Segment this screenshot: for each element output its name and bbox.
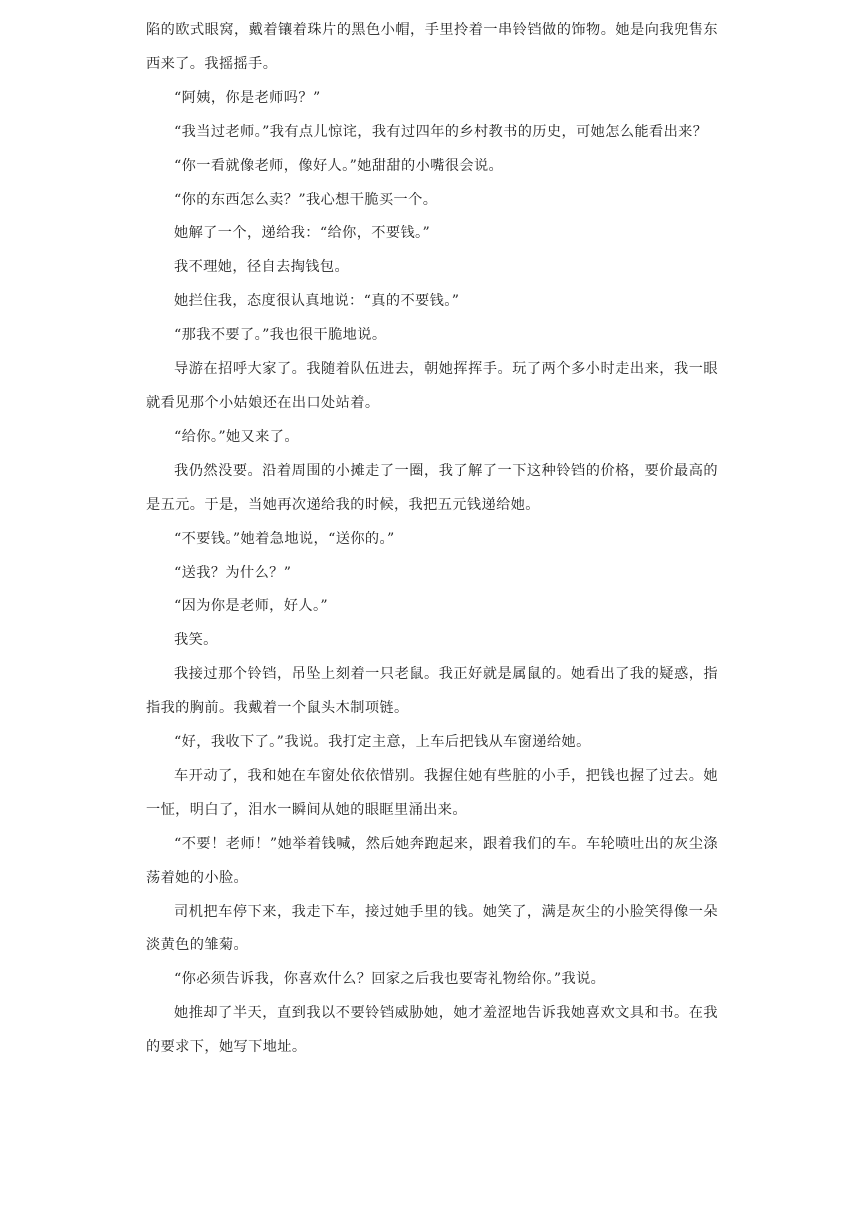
paragraph-16: 我笑。 [174, 632, 218, 649]
paragraph-19: 车开动了，我和她在车窗处依依惜别。我握住她有些脏的小手，把钱也握了过去。她一怔，明白了，泪水一瞬间从她的眼眶里涌出来。 [146, 767, 718, 818]
paragraph-20: “不要！老师！”她举着钱喊，然后她奔跑起来，跟着我们的车。车轮喷吐出的灰尘涤荡着她的小脸。 [146, 835, 718, 886]
paragraph-1: 陷的欧式眼窝，戴着镶着珠片的黑色小帽，手里拎着一串铃铛做的饰物。她是向我兜售东西来了。我摇摇手。 [146, 22, 718, 72]
paragraph-13: “不要钱。”她着急地说，“送你的。” [174, 530, 395, 547]
paragraph-14: “送我？为什么？” [174, 564, 292, 581]
paragraph-17: 我接过那个铃铛，吊坠上刻着一只老鼠。我正好就是属鼠的。她看出了我的疑惑，指指我的胸前。我戴着一个鼠头木制项链。 [146, 666, 718, 717]
paragraph-4: “你一看就像老师，像好人。”她甜甜的小嘴很会说。 [174, 157, 504, 174]
paragraph-7: 我不理她，径自去掏钱包。 [174, 259, 350, 276]
paragraph-8: 她拦住我，态度很认真地说：“真的不要钱。” [174, 293, 460, 310]
paragraph-11: “给你。”她又来了。 [174, 428, 299, 445]
document-page [146, 0, 718, 1065]
paragraph-3: “我当过老师。”我有点儿惊诧，我有过四年的乡村教书的历史，可她怎么能看出来？ [174, 123, 708, 140]
paragraph-5: “你的东西怎么卖？”我心想干脆买一个。 [174, 191, 438, 208]
paragraph-6: 她解了一个，递给我：“给你，不要钱。” [174, 225, 431, 242]
paragraph-23: 她推却了半天，直到我以不要铃铛威胁她，她才羞涩地告诉我她喜欢文具和书。在我的要求下，她写下地址。 [146, 1005, 718, 1056]
paragraph-10: 导游在招呼大家了。我随着队伍进去，朝她挥挥手。玩了两个多小时走出来，我一眼就看见那个小姑娘还在出口处站着。 [146, 361, 718, 411]
paragraph-12: 我仍然没要。沿着周围的小摊走了一圈，我了解了一下这种铃铛的价格，要价最高的是五元。于是，当她再次递给我的时候，我把五元钱递给她。 [146, 462, 718, 513]
paragraph-15: “因为你是老师，好人。” [174, 598, 329, 615]
paragraph-9: “那我不要了。”我也很干脆地说。 [174, 327, 387, 344]
paragraph-18: “好，我收下了。”我说。我打定主意，上车后把钱从车窗递给她。 [174, 734, 591, 751]
paragraph-2: “阿姨，你是老师吗？” [174, 89, 321, 106]
paragraph-21: 司机把车停下来，我走下车，接过她手里的钱。她笑了，满是灰尘的小脸笑得像一朵淡黄色的雏菊。 [146, 903, 718, 954]
paragraph-22: “你必须告诉我，你喜欢什么？回家之后我也要寄礼物给你。”我说。 [174, 971, 606, 988]
